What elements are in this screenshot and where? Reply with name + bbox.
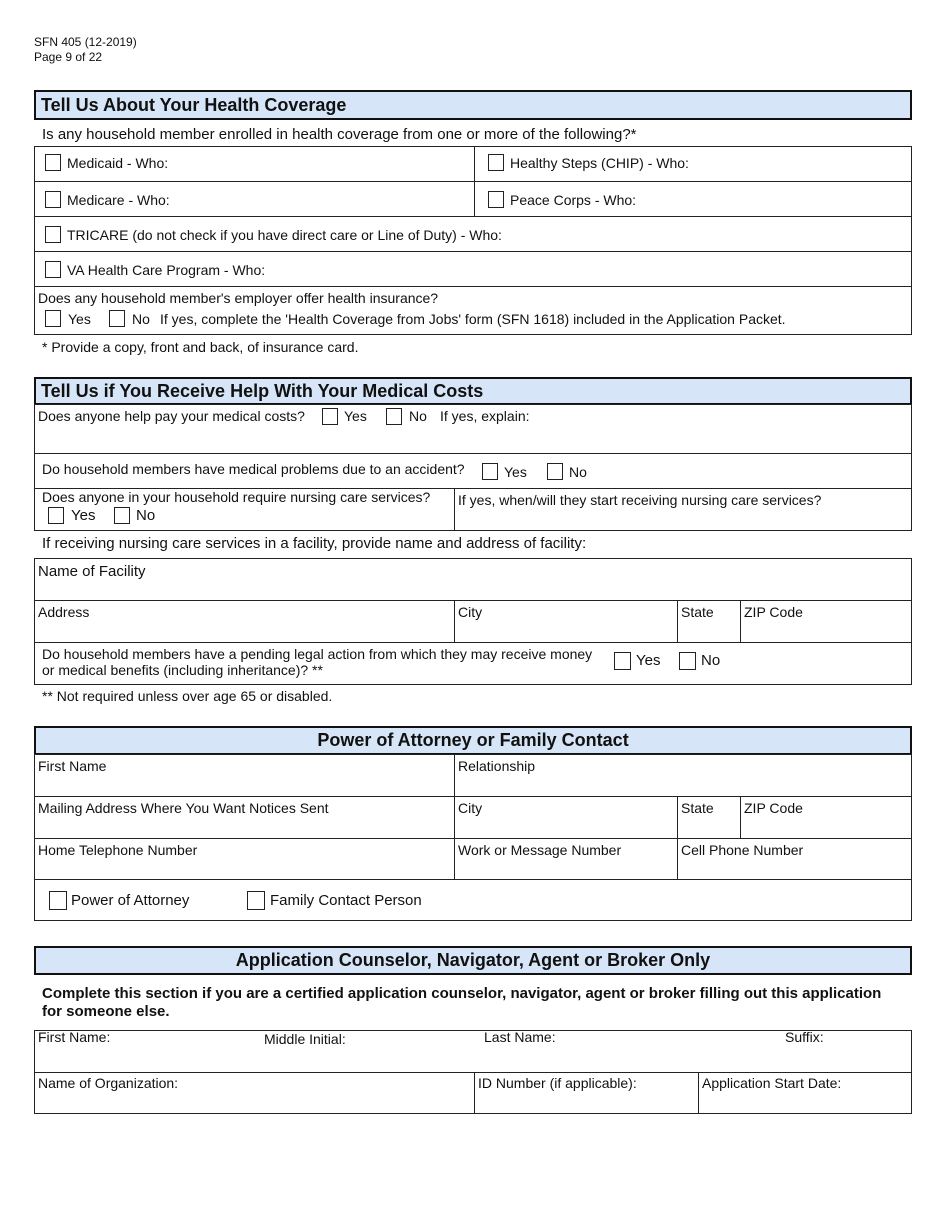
legal-yes-label: Yes	[636, 652, 661, 669]
employer-note: If yes, complete the 'Health Coverage from Jobs' form (SFN 1618) included in the Application Packet.	[160, 311, 786, 327]
explain-label: If yes, explain:	[440, 408, 530, 424]
nursing-yes-checkbox[interactable]	[48, 507, 64, 524]
poa-state-label: State	[681, 800, 714, 816]
employer-no-label: No	[132, 311, 150, 327]
facility-state-label: State	[681, 604, 714, 620]
accident-yes-label: Yes	[504, 464, 527, 480]
pay-yes-checkbox[interactable]	[322, 408, 338, 425]
nursing-question: Does anyone in your household require nursing care services?	[42, 489, 431, 505]
nursing-no-checkbox[interactable]	[114, 507, 130, 524]
facility-address-label: Address	[38, 604, 90, 620]
pay-no-checkbox[interactable]	[386, 408, 402, 425]
legal-no-label: No	[701, 652, 721, 669]
counselor-title: Application Counselor, Navigator, Agent or Broker Only	[34, 946, 912, 975]
va-checkbox[interactable]	[45, 261, 61, 278]
pay-costs-question: Does anyone help pay your medical costs?	[38, 408, 305, 424]
poa-relationship-label: Relationship	[458, 758, 536, 774]
accident-question: Do household members have medical problems due to an accident?	[42, 461, 465, 477]
employer-yes-label: Yes	[68, 311, 91, 327]
accident-yes-checkbox[interactable]	[482, 463, 498, 480]
counselor-id-label: ID Number (if applicable):	[478, 1075, 637, 1091]
nursing-yes-label: Yes	[71, 507, 96, 524]
medicaid-checkbox[interactable]	[45, 154, 61, 171]
nursing-no-label: No	[136, 507, 156, 524]
chip-label: Healthy Steps (CHIP) - Who:	[510, 155, 689, 171]
form-id: SFN 405 (12-2019)	[34, 35, 137, 49]
facility-intro: If receiving nursing care services in a facility, provide name and address of facility:	[42, 535, 587, 552]
medical-costs-title: Tell Us if You Receive Help With Your Medical Costs	[34, 377, 912, 405]
age-footnote: ** Not required unless over age 65 or disabled.	[42, 688, 333, 704]
counselor-instructions-line2: for someone else.	[42, 1003, 170, 1020]
facility-city-label: City	[458, 604, 483, 620]
poa-cell-phone-label: Cell Phone Number	[681, 842, 804, 858]
poa-first-name-label: First Name	[38, 758, 107, 774]
poa-zip-label: ZIP Code	[744, 800, 803, 816]
employer-question: Does any household member's employer offer health insurance?	[38, 290, 439, 306]
insurance-footnote: * Provide a copy, front and back, of insurance card.	[42, 339, 359, 355]
poa-mailing-label: Mailing Address Where You Want Notices Sent	[38, 800, 329, 816]
accident-no-checkbox[interactable]	[547, 463, 563, 480]
counselor-first-name-label: First Name:	[38, 1029, 111, 1045]
poa-home-phone-label: Home Telephone Number	[38, 842, 198, 858]
peace-corps-checkbox[interactable]	[488, 191, 504, 208]
accident-no-label: No	[569, 464, 587, 480]
counselor-last-name-label: Last Name:	[484, 1029, 556, 1045]
medicare-checkbox[interactable]	[45, 191, 61, 208]
pay-yes-label: Yes	[344, 408, 367, 424]
poa-city-label: City	[458, 800, 483, 816]
tricare-label: TRICARE (do not check if you have direct care or Line of Duty) - Who:	[67, 227, 502, 243]
page-number: Page 9 of 22	[34, 50, 103, 64]
va-label: VA Health Care Program - Who:	[67, 262, 266, 278]
legal-question-line2: or medical benefits (including inheritance)? **	[42, 662, 323, 678]
poa-option-label: Power of Attorney	[71, 892, 190, 909]
counselor-suffix-label: Suffix:	[785, 1029, 824, 1045]
tricare-checkbox[interactable]	[45, 226, 61, 243]
health-coverage-title: Tell Us About Your Health Coverage	[34, 90, 912, 120]
peace-corps-label: Peace Corps - Who:	[510, 192, 637, 208]
family-contact-label: Family Contact Person	[270, 892, 422, 909]
legal-no-checkbox[interactable]	[679, 652, 696, 670]
poa-checkbox[interactable]	[49, 891, 67, 910]
legal-yes-checkbox[interactable]	[614, 652, 631, 670]
health-question: Is any household member enrolled in health coverage from one or more of the following?*	[42, 126, 637, 143]
poa-work-phone-label: Work or Message Number	[458, 842, 622, 858]
chip-checkbox[interactable]	[488, 154, 504, 171]
family-contact-checkbox[interactable]	[247, 891, 265, 910]
legal-question-line1: Do household members have a pending legal action from which they may receive money	[42, 646, 593, 662]
nursing-when-label: If yes, when/will they start receiving nursing care services?	[458, 492, 822, 508]
medicare-label: Medicare - Who:	[67, 192, 170, 208]
poa-title: Power of Attorney or Family Contact	[34, 726, 912, 755]
counselor-instructions-line1: Complete this section if you are a certified application counselor, navigator, agent or broker filling out this application	[42, 985, 882, 1002]
counselor-middle-initial-label: Middle Initial:	[264, 1031, 346, 1047]
facility-zip-label: ZIP Code	[744, 604, 803, 620]
employer-yes-checkbox[interactable]	[45, 310, 61, 327]
counselor-org-label: Name of Organization:	[38, 1075, 179, 1091]
facility-name-label: Name of Facility	[38, 563, 146, 580]
pay-no-label: No	[409, 408, 427, 424]
medicaid-label: Medicaid - Who:	[67, 155, 169, 171]
employer-no-checkbox[interactable]	[109, 310, 125, 327]
counselor-start-date-label: Application Start Date:	[702, 1075, 842, 1091]
